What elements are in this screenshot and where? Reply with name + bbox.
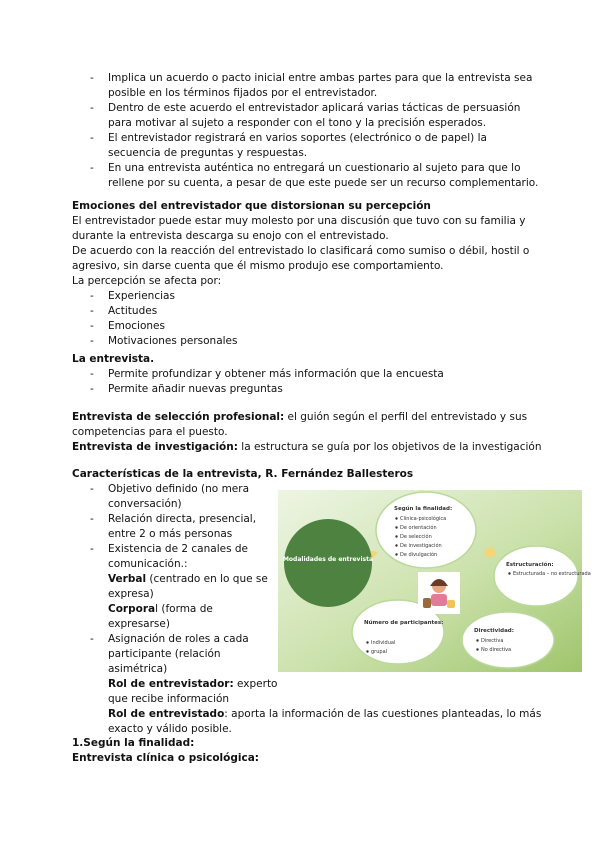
list-item	[72, 542, 278, 632]
bullet-icon	[476, 639, 478, 641]
estructuracion-title: Estructuración:	[506, 562, 554, 568]
text: : aporta la información de las cuestiones planteadas, lo más exacto y válido posible.	[108, 708, 542, 735]
finalidad-item: De divulgación	[400, 552, 438, 558]
text: (centrado en lo que se expresa)	[108, 573, 268, 600]
directividad-item: No directiva	[481, 647, 512, 653]
center-label: Modalidades de entrevista	[282, 556, 374, 563]
paragraph	[72, 440, 542, 455]
directividad-item: Directiva	[481, 638, 504, 644]
bullet-icon	[366, 641, 368, 643]
list-item: - Dentro de este acuerdo el entrevistador aplicará varias tácticas de persuasión para motivar al sujeto a responder con el tono y la precisión esperados.	[72, 101, 542, 131]
list-item: - Implica un acuerdo o pacto inicial entre ambas partes para que la entrevista sea posible en los términos fijados por el entrevistador.	[72, 71, 542, 101]
percepcion-list	[72, 289, 542, 349]
entrevista-section	[72, 352, 542, 397]
text: experto que recibe información	[108, 678, 278, 705]
finalidad-item: De selección	[400, 534, 432, 540]
finalidad-item: De orientación	[400, 525, 437, 531]
paragraph: De acuerdo con la reacción del entrevistado lo clasificará como sumiso o débil, hostil o agresivo, sin darse cuenta que él mismo produjo ese comportamiento.	[72, 245, 530, 272]
item-text: Existencia de 2 canales de comunicación.:	[108, 543, 249, 570]
intro-list-block	[72, 71, 542, 191]
paragraph: El entrevistador puede estar muy molesto por una discusión que tuvo con su familia y durante la entrevista descarga su enojo con el entrevistado.	[72, 215, 526, 242]
label: Entrevista de investigación:	[72, 441, 238, 453]
bullet-icon	[508, 572, 510, 574]
section-heading: Características de la entrevista, R. Fernández Ballesteros	[72, 468, 414, 480]
text: l (forma de expresarse)	[108, 603, 213, 630]
list-item: - Actitudes	[72, 304, 542, 319]
entrevista-list	[72, 367, 542, 397]
list-item: - Motivaciones personales	[72, 334, 542, 349]
center-circle	[284, 519, 372, 607]
section-heading: Entrevista clínica o psicológica:	[72, 752, 259, 764]
bullet-icon	[476, 648, 478, 650]
participantes-item: Individual	[371, 640, 396, 646]
bullet-icon	[366, 650, 368, 652]
directividad-node	[462, 612, 554, 668]
participantes-title: Número de participantes:	[364, 620, 444, 626]
text: el guión según el perfil del entrevistado y sus competencias para el puesto.	[72, 411, 528, 438]
item-text: Asignación de roles a cada participante (relación asimétrica)	[108, 633, 249, 675]
text: la estructura se guía por los objetivos de la investigación	[237, 441, 542, 453]
intro-list	[72, 71, 542, 191]
label: Entrevista de selección profesional:	[72, 411, 285, 423]
finalidad-item: De investigación	[400, 543, 442, 549]
list-item	[72, 632, 278, 707]
label: Verbal	[108, 573, 147, 585]
list-item: - El entrevistador registrará en varios soportes (electrónico o de papel) la secuencia de preguntas y respuestas.	[72, 131, 542, 161]
list-item: - Permite profundizar y obtener más información que la encuesta	[72, 367, 542, 382]
estructuracion-item: Estructurada – no estructurada	[513, 571, 591, 577]
list-item: - En una entrevista auténtica no entregará un cuestionario al sujeto para que lo rellene por su cuenta, a pesar de que este puede ser un recurso complementario.	[72, 161, 542, 191]
interview-illustration-icon	[418, 572, 460, 614]
footer-headings	[72, 736, 542, 766]
section-heading: Emociones del entrevistador que distorsionan su percepción	[72, 200, 431, 212]
list-item: - Experiencias	[72, 289, 542, 304]
label: Corpora	[108, 603, 156, 615]
finalidad-title: Según la finalidad:	[394, 506, 453, 512]
modalidades-diagram	[278, 490, 591, 672]
list-item: - Objetivo definido (no mera conversación)	[72, 482, 278, 512]
label: Rol de entrevistado	[108, 708, 225, 720]
label: Rol de entrevistador:	[108, 678, 234, 690]
emociones-section	[72, 199, 542, 349]
list-item: - Emociones	[72, 319, 542, 334]
section-heading: 1.Según la finalidad:	[72, 737, 195, 749]
list-item: - Permite añadir nuevas preguntas	[72, 382, 542, 397]
paragraph: La percepción se afecta por:	[72, 275, 222, 287]
section-heading: La entrevista.	[72, 353, 155, 365]
participantes-item: grupal	[371, 649, 388, 655]
tipos-entrevista	[72, 410, 542, 455]
directividad-title: Directividad:	[474, 628, 514, 634]
list-item: - Relación directa, presencial, entre 2 o más personas	[72, 512, 278, 542]
paragraph	[72, 410, 542, 440]
paragraph	[72, 707, 542, 737]
finalidad-item: Clínica-psicológica	[400, 516, 447, 522]
